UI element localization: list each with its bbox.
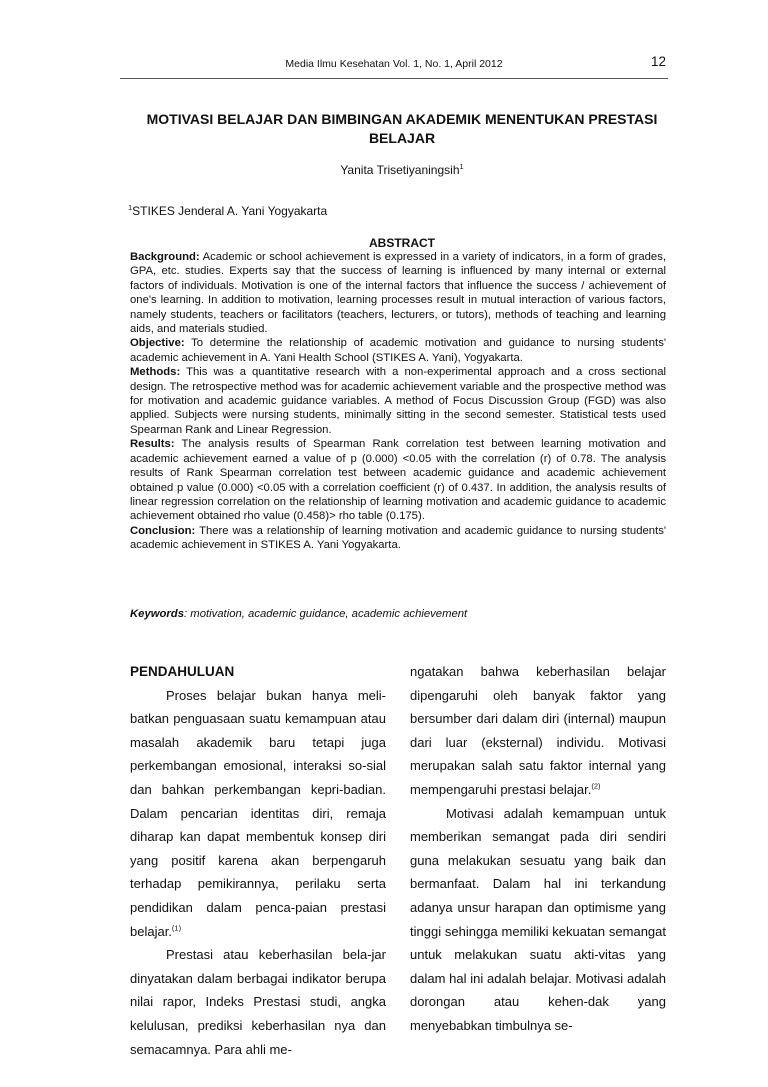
page-number: 12 [650, 54, 666, 69]
affiliation [128, 204, 327, 218]
running-header [120, 52, 668, 79]
citation-ref: (2) [591, 781, 601, 791]
results-label: Results: [130, 438, 175, 451]
paragraph [410, 660, 666, 802]
title-line-1: MOTIVASI BELAJAR DAN BIMBINGAN AKADEMIK MENENTUKAN PRESTASI [146, 111, 658, 127]
conclusion-text: There was a relationship of learning motivation and academic guidance to nursing students' academic achievement in STIKES A. Yani Yogyakarta. [130, 524, 666, 552]
abstract-conclusion [130, 524, 666, 553]
paper-title [128, 110, 676, 148]
methods-text: This was a quantitative research with a non-experimental approach and a cross sectional design. The retrospective method was for academic achievement variable and the prospective method was for motivation and academic guidance variables. A method of Focus Discussion Group (FGD) was also applied. Subjects were nursing students, minimally sitting in the second semester. Statistical tests used Spearman Rank and Linear Regression. [130, 366, 666, 436]
body-column-left [130, 660, 386, 1061]
body-column-right [410, 660, 666, 1038]
keywords-text: : motivation, academic guidance, academic achievement [184, 608, 468, 620]
results-text: The analysis results of Spearman Rank correlation test between learning motivation and academic achievement earned a value of p (0.000) <0.05 with the correlation (r) of 0.78. The analysis results of Rank Spearman correlation test between academic guidance and academic achievement obtained p value (0.000) <0.05 with a correlation coefficient (r) of 0.437. In addition, the analysis results of linear regression correlation on the relationship of learning motivation and academic guidance to academic achievement obtained rho value (0.458)> rho table (0.175). [130, 438, 667, 523]
paragraph: Prestasi atau keberhasilan bela-jar dinyatakan dalam berbagai indikator berupa nilai rapor, Indeks Prestasi studi, angka kelulusan, prediksi keberhasilan nya dan semacamnya. Para ahli me- [130, 947, 386, 1057]
paragraph-text: ngatakan bahwa keberhasilan belajar dipengaruhi oleh banyak faktor yang bersumber dari dalam diri (internal) maupun dari luar (eksternal) individu. Motivasi merupakan salah satu faktor internal yang mempengaruhi prestasi belajar. [410, 664, 666, 797]
journal-citation: Media Ilmu Kesehatan Vol. 1, No. 1, April 2012 [285, 58, 503, 70]
abstract-heading: ABSTRACT [369, 236, 435, 250]
section-title: PENDAHULUAN [130, 664, 235, 679]
keywords [130, 608, 666, 620]
abstract-methods [130, 365, 666, 437]
conclusion-label: Conclusion: [130, 524, 196, 537]
abstract-background [130, 250, 666, 336]
objective-text: To determine the relationship of academic motivation and guidance to nursing students' academic achievement in A. Yani Health School (STIKES A. Yani), Yogyakarta. [130, 337, 666, 364]
author-sup: 1 [459, 162, 464, 171]
abstract-body [130, 250, 666, 553]
affiliation-text: STIKES Jenderal A. Yani Yogyakarta [132, 204, 328, 218]
affiliation-sup: 1 [128, 203, 133, 212]
objective-label: Objective: [130, 337, 185, 350]
paragraph-text: Proses belajar bukan hanya meli-batkan penguasaan suatu kemampuan atau masalah akademik baru tetapi juga perkembangan emosional, interaksi so-sial dan bahkan perkembangan kepri-badian. Dalam pencarian identitas diri, remaja diharap kan dapat membentuk konsep diri yang positif karena akan berpengaruh terhadap pemikirannya, perilaku serta pendidikan dalam penca-paian prestasi belajar. [130, 687, 386, 939]
keywords-label: Keywords [130, 608, 184, 620]
background-label: Background: [130, 251, 200, 263]
author-name: Yanita Trisetiyaningsih [340, 163, 460, 177]
paragraph [130, 684, 386, 944]
paragraph: Motivasi adalah kemampuan untuk memberikan semangat pada diri sendiri guna melakukan sesuatu yang baik dan bermanfaat. Dalam hal ini terkandung adanya unsur harapan dan optimisme yang tinggi sehingga memiliki kekuatan semangat untuk melakukan suatu akti-vitas yang dalam hal ini adalah belajar. Motivasi adalah dorongan atau kehen-dak yang menyebabkan timbulnya se- [410, 805, 666, 1033]
abstract-objective [130, 336, 666, 365]
author-line [128, 163, 676, 177]
background-text: Academic or school achievement is expressed in a variety of indicators, in a form of grades, GPA, etc. studies. Experts say that the success of learning is influenced by many internal or external factors of individuals. Motivation is one of the internal factors that influence the success / achievement of one's learning. In addition to motivation, learning processes result in mutual interaction of various factors, namely students, teachers or facilitators (teachers, lecturers, or tutors), methods of teaching and learning aids, and materials studied. [130, 251, 667, 336]
citation-ref: (1) [171, 923, 182, 933]
methods-label: Methods: [130, 366, 181, 379]
title-line-2: BELAJAR [368, 130, 436, 146]
abstract-results [130, 437, 666, 523]
